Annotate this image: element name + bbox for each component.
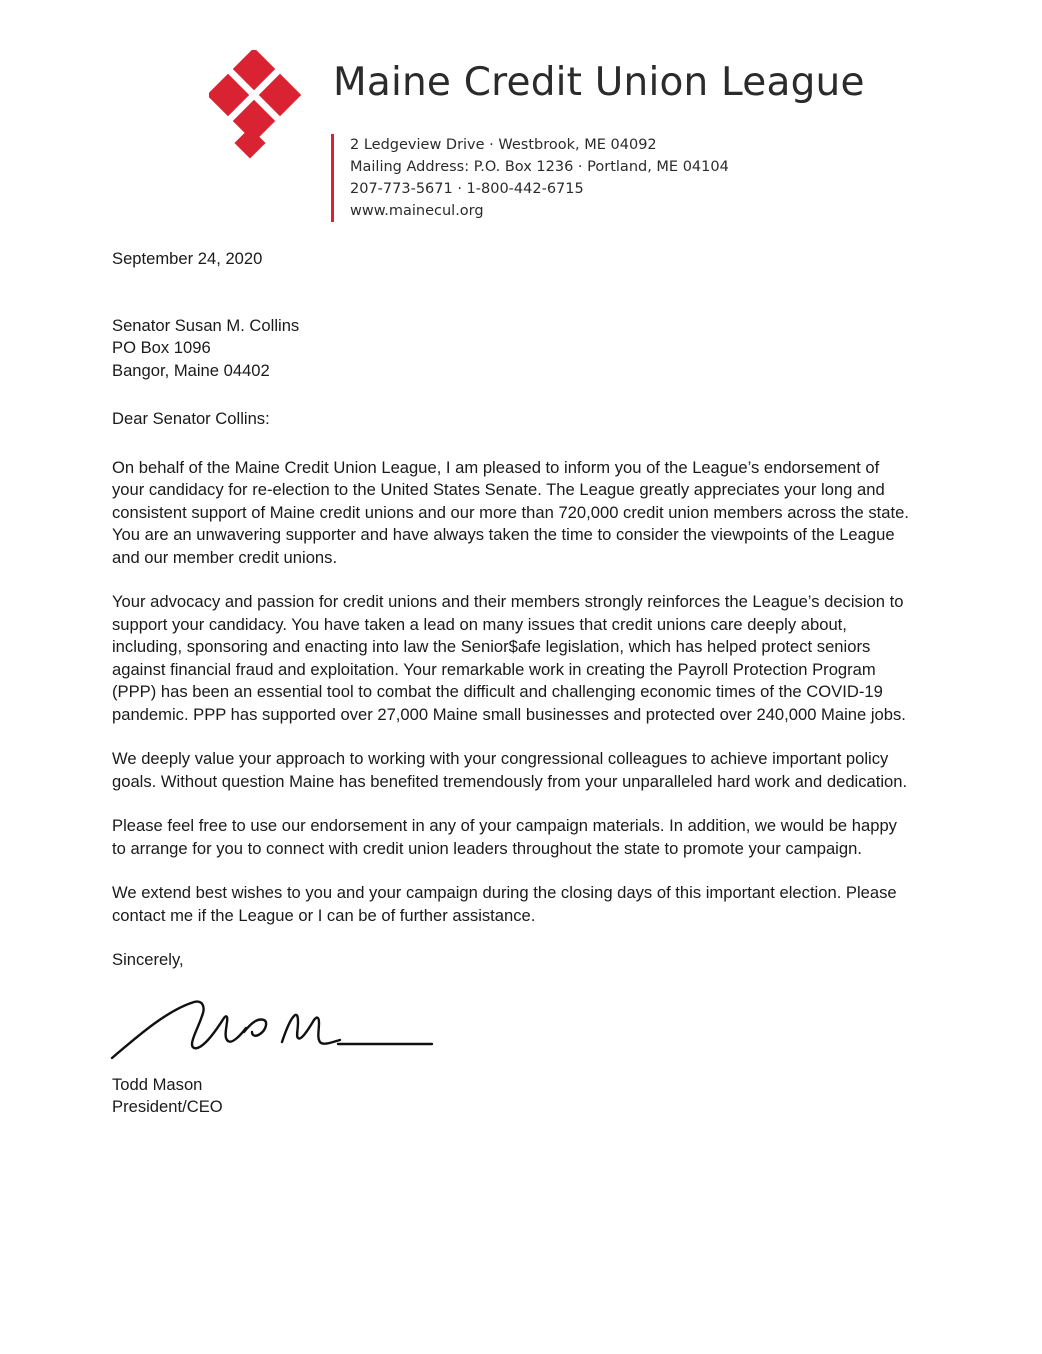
recipient-address	[112, 315, 912, 383]
paragraph-2: Your advocacy and passion for credit unions and their members strongly reinforces the League’s decision to support your candidacy. You have taken a lead on many issues that credit unions care deeply about, including, sponsoring and enacting into law the Senior$afe legislation, which has helped protect seniors against financial fraud and exploitation. Your remarkable work in creating the Payroll Protection Program (PPP) has been an essential tool to combat the difficult and challenging economic times of the COVID-19 pandemic. PPP has supported over 27,000 Maine small businesses and protected over 240,000 Maine jobs.	[112, 592, 906, 724]
address-line: 207-773-5671 · 1-800-442-6715	[350, 181, 584, 197]
signer-title: President/CEO	[112, 1097, 223, 1116]
address-line: Mailing Address: P.O. Box 1236 · Portland, ME 04104	[350, 159, 729, 175]
letter-body	[112, 248, 912, 1119]
paragraph-3: We deeply value your approach to working with your congressional colleagues to achieve important policy goals. Without question Maine has benefited tremendously from your unparalleled hard work and dedication.	[112, 749, 908, 791]
recipient-street: PO Box 1096	[112, 338, 211, 357]
signature-image	[112, 994, 912, 1072]
salutation: Dear Senator Collins:	[112, 409, 270, 428]
address-line: 2 Ledgeview Drive · Westbrook, ME 04092	[350, 137, 657, 153]
letter-date: September 24, 2020	[112, 249, 263, 268]
closing: Sincerely,	[112, 950, 184, 969]
paragraph-5: We extend best wishes to you and your campaign during the closing days of this important election. Please contact me if the League or I can be of further assistance.	[112, 883, 897, 925]
signer-name: Todd Mason	[112, 1074, 203, 1094]
maine-credit-union-league-logo-icon	[209, 50, 319, 160]
recipient-name: Senator Susan M. Collins	[112, 315, 300, 335]
website-line: www.mainecul.org	[350, 203, 484, 219]
letterhead	[205, 42, 905, 242]
letterhead-address-block	[331, 134, 729, 222]
paragraph-1: On behalf of the Maine Credit Union League, I am pleased to inform you of the League’s endorsement of your candidacy for re-election to the United States Senate. The League greatly appreciates your long and consistent support of Maine credit unions and our more than 720,000 credit union members across the state. You are an unwavering supporter and have always taken the time to consider the viewpoints of the League and our member credit unions.	[112, 457, 909, 567]
recipient-city-state-zip: Bangor, Maine 04402	[112, 360, 270, 380]
organization-name: Maine Credit Union League	[333, 60, 865, 105]
paragraph-4: Please feel free to use our endorsement in any of your campaign materials. In addition, we would be happy to arrange for you to connect with credit union leaders throughout the state to promote your campaign.	[112, 816, 897, 858]
